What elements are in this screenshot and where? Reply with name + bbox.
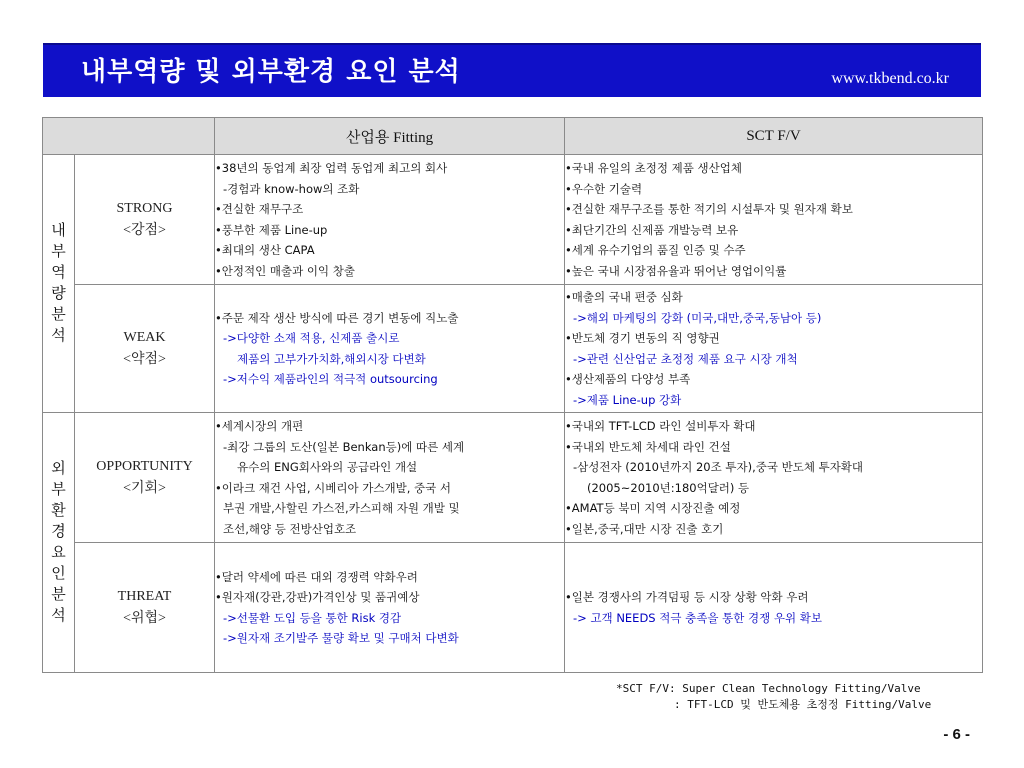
header-blank-cell [43,118,215,155]
category-strong: STRONG <강점> [75,155,215,285]
page-number: - 6 - [943,726,970,743]
cell-threat-sct: •일본 경쟁사의 가격덤핑 등 시장 상황 악화 우려 -> 고객 NEEDS 적극 충족을 통한 경쟁 우위 확보 [565,543,983,673]
column-header-sct: SCT F/V [565,118,983,155]
category-opportunity: OPPORTUNITY <기회> [75,413,215,543]
cell-strong-fitting: •38년의 동업계 최장 업력 동업계 최고의 회사 -경험과 know-how의 조화 •견실한 재무구조 •풍부한 제품 Line-up •최대의 생산 CAPA •안정적인 매출과 이익 창출 [215,155,565,285]
column-header-fitting: 산업용 Fitting [215,118,565,155]
footnote-line-2: : TFT-LCD 및 반도체용 초정정 Fitting/Valve [674,698,932,711]
category-threat: THREAT <위협> [75,543,215,673]
swot-table [42,117,983,673]
table-header-row [43,118,983,155]
site-url: www.tkbend.co.kr [831,70,949,87]
page-title: 내부역량 및 외부환경 요인 분석 [81,57,461,87]
category-weak: WEAK <약점> [75,285,215,413]
table-row-opportunity [43,413,983,543]
table-row-strong [43,155,983,285]
cell-weak-sct: •매출의 국내 편중 심화 ->해외 마케팅의 강화 (미국,대만,중국,동남아 등) •반도체 경기 변동의 직 영향권 ->관련 신산업군 초정정 제품 요구 시장 개척 •생산제품의 다양성 부족 ->제품 Line-up 강화 [565,285,983,413]
title-banner [43,43,981,97]
external-group-label: 외 부 환 경 요 인 분 석 [43,413,75,673]
cell-strong-sct: •국내 유일의 초정정 제품 생산업체 •우수한 기술력 •견실한 재무구조를 통한 적기의 시설투자 및 원자재 확보 •최단기간의 신제품 개발능력 보유 •세계 유수기업의 품질 인증 및 수주 •높은 국내 시장점유율과 뛰어난 영업이익률 [565,155,983,285]
cell-weak-fitting: •주문 제작 생산 방식에 따른 경기 변동에 직노출 ->다양한 소재 적용, 신제품 출시로 제품의 고부가가치화,해외시장 다변화 ->저수익 제품라인의 적극적 outsourcing [215,285,565,413]
table-row-weak [43,285,983,413]
table-row-threat [43,543,983,673]
cell-threat-fitting: •달러 약세에 따른 대외 경쟁력 약화우려 •원자재(강관,강판)가격인상 및 품귀예상 ->선물환 도입 등을 통한 Risk 경감 ->원자재 조기발주 물량 확보 및 구매처 다변화 [215,543,565,673]
cell-opportunity-sct: •국내외 TFT-LCD 라인 설비투자 확대 •국내외 반도체 차세대 라인 건설 -삼성전자 (2010년까지 20조 투자),중국 반도체 투자확대 (2005~2010년:180억달러) 등 •AMAT등 북미 지역 시장진출 예정 •일본,중국,대만 시장 진출 호기 [565,413,983,543]
internal-group-label: 내 부 역 량 분 석 [43,155,75,413]
footnote-line-1: *SCT F/V: Super Clean Technology Fitting/Valve [616,682,921,695]
footnote [616,681,931,713]
cell-opportunity-fitting: •세계시장의 개편 -최강 그룹의 도산(일본 Benkan등)에 따른 세계 유수의 ENG회사와의 공급라인 개설 •이라크 재건 사업, 시베리아 가스개발, 중국 서 부권 개발,사할린 가스전,카스피해 자원 개발 및 조선,해양 등 전방산업호조 [215,413,565,543]
